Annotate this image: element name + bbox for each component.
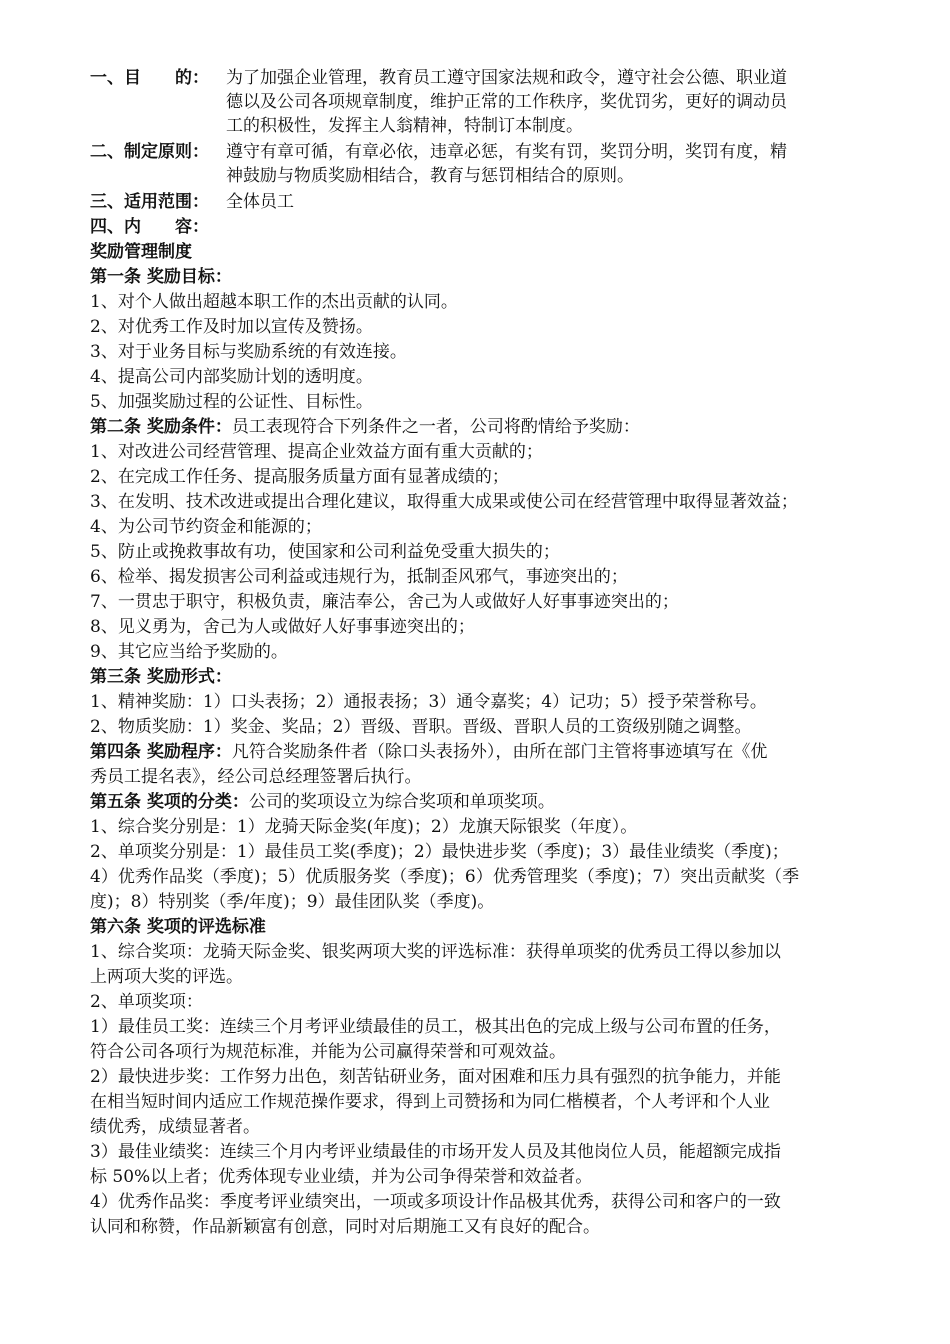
section-content [90,215,870,239]
article-5-line: 度)；8）特别奖（季/年度)；9）最佳团队奖（季度)。 [90,892,495,912]
article-6-line: 上两项大奖的评选。 [90,967,243,987]
section-purpose-text: 为了加强企业管理，教育员工遵守国家法规和政令，遵守社会公德、职业道 [226,68,787,88]
article-4 [90,740,870,764]
article-5-line: 2、单项奖分别是：1）最佳员工奖(季度)；2）最快进步奖（季度)；3）最佳业绩奖（季度)； [90,842,789,862]
doc-title: 奖励管理制度 [90,242,192,262]
section-purpose-line: 德以及公司各项规章制度，维护正常的工作秩序，奖优罚劣，更好的调动员 [226,92,787,112]
article-5-intro: 公司的奖项设立为综合奖项和单项奖项。 [248,792,555,812]
article-6-line: 3）最佳业绩奖：连续三个月内考评业绩最佳的市场开发人员及其他岗位人员，能超额完成指 [90,1142,781,1162]
article-2-intro: 员工表现符合下列条件之一者，公司将酌情给予奖励： [231,417,640,437]
list-item: 7、一贯忠于职守，积极负责，廉洁奉公，舍己为人或做好人好事事迹突出的； [90,592,679,612]
article-4-heading: 第四条 奖励程序： [90,742,232,762]
article-6-line: 2）最快进步奖：工作努力出色，刻苦钻研业务，面对困难和压力具有强烈的抗争能力，并能 [90,1067,781,1087]
section-scope-text: 全体员工 [226,192,294,212]
article-6-line: 1）最佳员工奖：连续三个月考评业绩最佳的员工，极其出色的完成上级与公司布置的任务， [90,1017,781,1037]
list-item: 1、精神奖励：1）口头表扬；2）通报表扬；3）通令嘉奖；4）记功；5）授予荣誉称号。 [90,692,767,712]
list-item: 8、见义勇为，舍己为人或做好人好事事迹突出的； [90,617,475,637]
article-6-line: 2、单项奖项： [90,992,203,1012]
section-scope [90,190,870,214]
article-6-line: 标 50%以上者；优秀体现专业业绩，并为公司争得荣誉和效益者。 [90,1167,593,1187]
section-purpose [90,66,870,90]
list-item: 1、对个人做出超越本职工作的杰出贡献的认同。 [90,292,458,312]
article-5 [90,790,870,814]
list-item: 4、为公司节约资金和能源的； [90,517,322,537]
article-4-text: 凡符合奖励条件者（除口头表扬外），由所在部门主管将事迹填写在《优 [231,742,768,762]
section-principle-text: 遵守有章可循，有章必依，违章必惩，有奖有罚，奖罚分明，奖罚有度，精 [226,142,787,162]
list-item: 2、物质奖励：1）奖金、奖品；2）晋级、晋职。晋级、晋职人员的工资级别随之调整。 [90,717,752,737]
list-item: 4、提高公司内部奖励计划的透明度。 [90,367,373,387]
section-principle-line: 神鼓励与物质奖励相结合，教育与惩罚相结合的原则。 [226,166,634,186]
article-3-heading: 第三条 奖励形式： [90,667,232,687]
article-6-line: 绩优秀，成绩显著者。 [90,1117,260,1137]
article-5-heading: 第五条 奖项的分类： [90,792,249,812]
list-item: 2、在完成工作任务、提高服务质量方面有显著成绩的； [90,467,509,487]
article-5-line: 1、综合奖分别是：1）龙骑天际金奖(年度)；2）龙旗天际银奖（年度）。 [90,817,638,837]
article-5-line: 4）优秀作品奖（季度)；5）优质服务奖（季度)；6）优秀管理奖（季度)；7）突出贡献奖（季 [90,867,800,887]
article-6-line: 符合公司各项行为规范标准，并能为公司赢得荣誉和可观效益。 [90,1042,566,1062]
article-6-line: 1、综合奖项：龙骑天际金奖、银奖两项大奖的评选标准：获得单项奖的优秀员工得以参加以 [90,942,781,962]
article-2-heading: 第二条 奖励条件： [90,417,232,437]
list-item: 5、防止或挽救事故有功，使国家和公司利益免受重大损失的； [90,542,560,562]
section-scope-label: 三、适用范围： [90,192,209,212]
section-purpose-label: 一、目 的： [90,68,209,88]
list-item: 2、对优秀工作及时加以宣传及赞扬。 [90,317,373,337]
list-item: 1、对改进公司经营管理、提高企业效益方面有重大贡献的； [90,442,543,462]
article-4-line: 秀员工提名表》，经公司总经理签署后执行。 [90,767,422,787]
section-content-label: 四、内 容： [90,217,209,237]
list-item: 5、加强奖励过程的公证性、目标性。 [90,392,373,412]
article-6-line: 4）优秀作品奖：季度考评业绩突出，一项或多项设计作品极其优秀，获得公司和客户的一致 [90,1192,781,1212]
list-item: 9、其它应当给予奖励的。 [90,642,288,662]
article-6-line: 认同和称赞，作品新颖富有创意，同时对后期施工又有良好的配合。 [90,1217,600,1237]
article-2 [90,415,870,439]
article-1-heading: 第一条 奖励目标： [90,267,232,287]
list-item: 3、在发明、技术改进或提出合理化建议，取得重大成果或使公司在经营管理中取得显著效益； [90,492,798,512]
list-item: 6、检举、揭发损害公司利益或违规行为，抵制歪风邪气，事迹突出的； [90,567,628,587]
section-principle [90,140,870,164]
section-purpose-line: 工的积极性，发挥主人翁精神，特制订本制度。 [226,116,583,136]
article-6-line: 在相当短时间内适应工作规范操作要求，得到上司赞扬和为同仁楷模者，个人考评和个人业 [90,1092,770,1112]
article-6-heading: 第六条 奖项的评选标准 [90,917,266,937]
list-item: 3、对于业务目标与奖励系统的有效连接。 [90,342,407,362]
section-principle-label: 二、制定原则： [90,142,209,162]
